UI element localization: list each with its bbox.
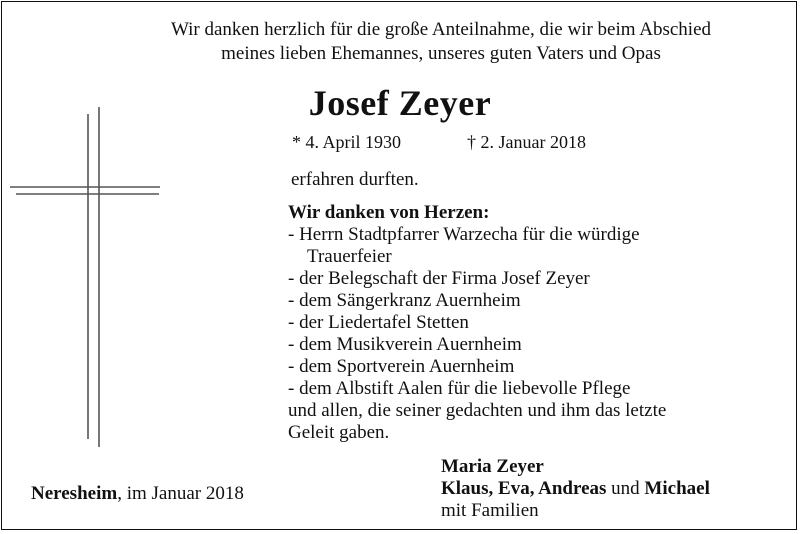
intro-line: meines lieben Ehemannes, unseres guten Vaters und Opas (221, 43, 661, 64)
thanks-heading: Wir danken von Herzen: (288, 202, 490, 223)
place-town: Neresheim (31, 483, 118, 504)
place-date-text: , im Januar 2018 (117, 483, 244, 504)
deceased-name: Josef Zeyer (308, 83, 492, 123)
intro-line: Wir danken herzlich für die große Anteilnahme, die wir beim Abschied (170, 19, 712, 40)
signatory-last-child: Michael (644, 478, 710, 499)
thanks-line: - Herrn Stadtpfarrer Warzecha für die würdige (288, 224, 640, 245)
thanks-line: - dem Sängerkranz Auernheim (288, 290, 521, 311)
cross-icon (2, 2, 202, 462)
signatory-main: Maria Zeyer (441, 456, 544, 477)
thanks-line: und allen, die seiner gedachten und ihm das letzte (288, 400, 667, 421)
thanks-block (288, 202, 666, 444)
intro-text (82, 18, 800, 66)
birth-date: * 4. April 1930 (292, 132, 402, 152)
thanks-line: - der Belegschaft der Firma Josef Zeyer (288, 268, 590, 289)
signatories (441, 456, 710, 522)
signatory-families: mit Familien (441, 500, 539, 521)
thanks-line: - dem Sportverein Auernheim (288, 356, 515, 377)
thanks-line: - dem Albstift Aalen für die liebevolle Pflege (288, 378, 631, 399)
obituary-card (1, 1, 797, 530)
thanks-line: - der Liedertafel Stetten (288, 312, 469, 333)
signatory-conjunction: und (606, 478, 645, 499)
death-date: † 2. Januar 2018 (467, 132, 586, 152)
thanks-line: Geleit gaben. (288, 422, 390, 443)
place-date (31, 483, 244, 505)
thanks-line: - dem Musikverein Auernheim (288, 334, 522, 355)
erfahren-text: erfahren durften. (291, 169, 419, 190)
signatory-children: Klaus, Eva, Andreas (441, 478, 607, 499)
thanks-line: Trauerfeier (307, 246, 392, 267)
